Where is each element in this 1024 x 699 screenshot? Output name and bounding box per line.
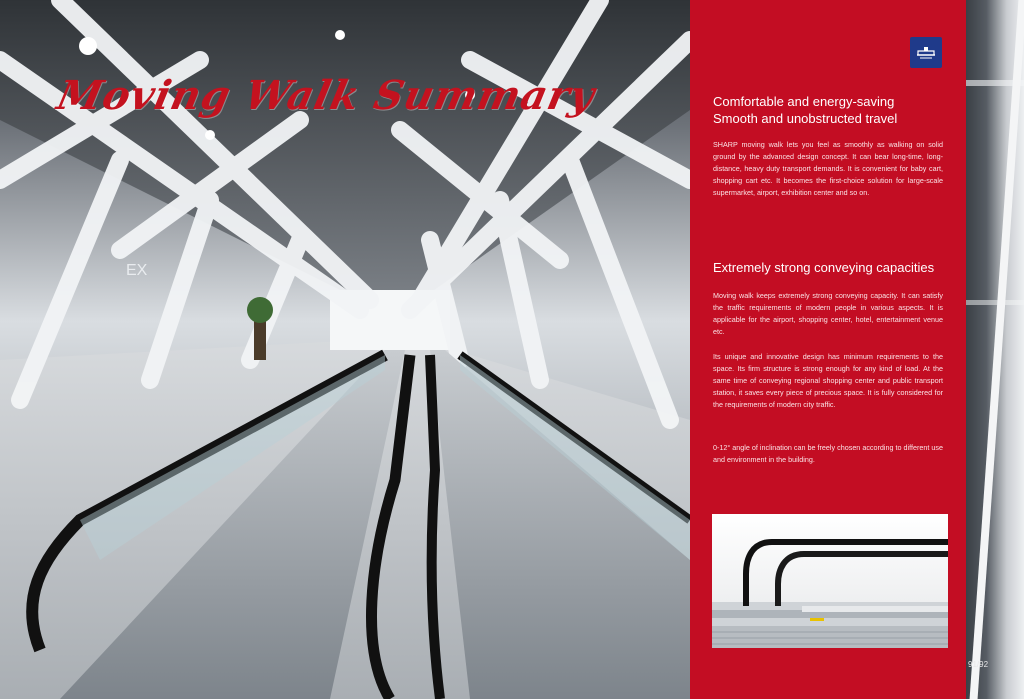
section-2-heading: Extremely strong conveying capacities [713, 260, 935, 275]
side-photo-strip [966, 0, 1024, 699]
section-1-heading-line2: Smooth and unobstructed travel [713, 111, 898, 126]
section-2-paragraph-2: Its unique and innovative design has minimum requirements to the space. Its firm structure is strong enough for any kind of load. At the same time of conveying regional shopping center and public transport station, it saves every piece of precious space. It is fully considered for the requirements of modern city traffic. [713, 352, 943, 409]
page-title: Moving Walk Summary [53, 72, 600, 119]
section-1-heading [713, 93, 953, 127]
page-number: 91/92 [968, 660, 989, 669]
section-1-heading-line1: Comfortable and energy-saving [713, 94, 895, 109]
handrail-detail-photo [712, 514, 948, 648]
section-1-paragraph: SHARP moving walk lets you feel as smoothly as walking on solid ground by the advanced design concept. It can bear long-time, long-distance, heavy duty transport demands. It is convenient for baby cart, shopping cart etc. It becomes the first-choice solution for large-scale supermarket, airport, exhibition center and so on. [713, 140, 943, 197]
section-2-paragraph-1: Moving walk keeps extremely strong conveying capacity. It can satisfy the traffic requirements of modern people in various aspects. It is applicable for the airport, shopping center, hotel, entertainment venue etc. [713, 291, 943, 336]
section-2-paragraph-3: 0-12° angle of inclination can be freely chosen according to different use and environment in the building. [713, 443, 943, 464]
moving-walk-icon [910, 37, 942, 68]
wall-sign-text: EX [126, 262, 148, 279]
content-panel [690, 0, 966, 699]
